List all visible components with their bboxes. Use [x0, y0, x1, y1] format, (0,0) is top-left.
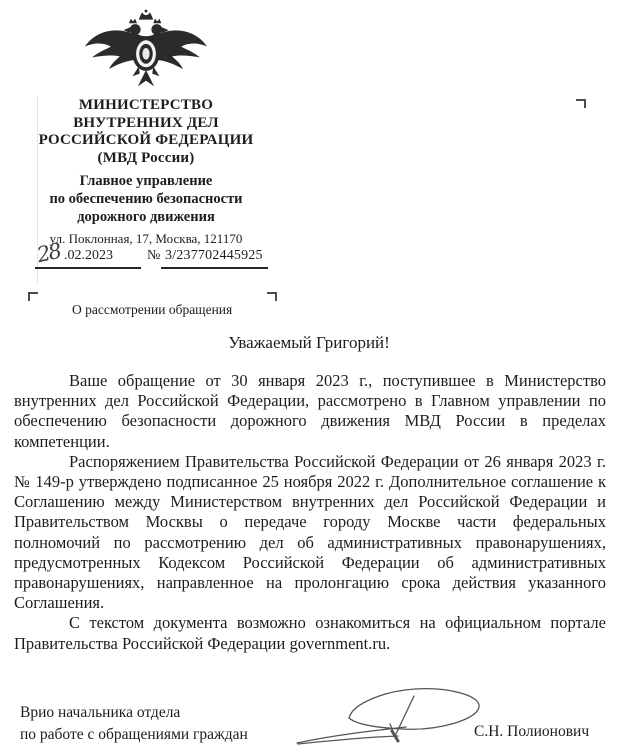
- letterhead-ministry-line: МИНИСТЕРСТВО: [78, 97, 214, 113]
- letterhead-department-line: Главное управление: [79, 173, 213, 189]
- corner-mark-subject-right: [267, 292, 277, 301]
- body-paragraph: С текстом документа возможно ознакомиться на официальном портале Правительства Российской Федерации government.ru.: [14, 613, 606, 653]
- letterhead-ministry-line: (МВД России): [97, 149, 195, 166]
- letter-body: [14, 371, 606, 654]
- letterhead-department-line: по обеспечению безопасности: [49, 191, 243, 207]
- reference-number-label: №: [147, 248, 161, 263]
- reference-date-underline: [35, 267, 141, 269]
- signoff-position-line: по работе с обращениями граждан: [20, 726, 248, 743]
- signoff-position-line: Врио начальника отдела: [20, 704, 181, 721]
- subject-line: О рассмотрении обращения: [72, 302, 233, 317]
- mvd-eagle-emblem-icon: [82, 7, 210, 97]
- reference-number-value: 3/237702445925: [165, 248, 263, 263]
- letterhead-department-line: дорожного движения: [77, 209, 215, 225]
- letterhead-address: ул. Поклонная, 17, Москва, 121170: [49, 231, 243, 246]
- salutation: Уважаемый Григорий!: [228, 333, 390, 352]
- signoff-position: [20, 702, 248, 746]
- reference-number-underline: [161, 267, 268, 269]
- corner-mark-subject-left: [28, 292, 38, 301]
- signatory-name: С.Н. Полионович: [474, 723, 590, 740]
- body-paragraph: Распоряжением Правительства Российской Федерации от 26 января 2023 г. № 149-р утверждено подписанное 25 ноября 2022 г. Дополнительное соглашение к Соглашению между Министерством внутренних дел Российской Федерации и Правительством Москвы о передаче городу Москве части федеральных полномочий по рассмотрению дел об административных правонарушениях, предусмотренных Кодексом Российской Федерации об административных правонарушениях, направленное на пролонгацию срока действия указанного Соглашения.: [14, 451, 606, 613]
- handwritten-signature-icon: [285, 672, 490, 752]
- letterhead-ministry-line: РОССИЙСКОЙ ФЕДЕРАЦИИ: [38, 132, 254, 148]
- reference-date: .02.2023: [64, 248, 113, 263]
- letterhead: [0, 97, 292, 246]
- body-paragraph: Ваше обращение от 30 января 2023 г., поступившее в Министерство внутренних дел Российской Федерации, рассмотрено в Главном управлении по обеспечению безопасности дорожного движения МВД России в пределах компетенции.: [14, 371, 606, 451]
- handwritten-day: 28: [34, 238, 62, 268]
- corner-mark-addressee: [576, 99, 586, 108]
- letterhead-ministry-line: ВНУТРЕННИХ ДЕЛ: [73, 114, 219, 131]
